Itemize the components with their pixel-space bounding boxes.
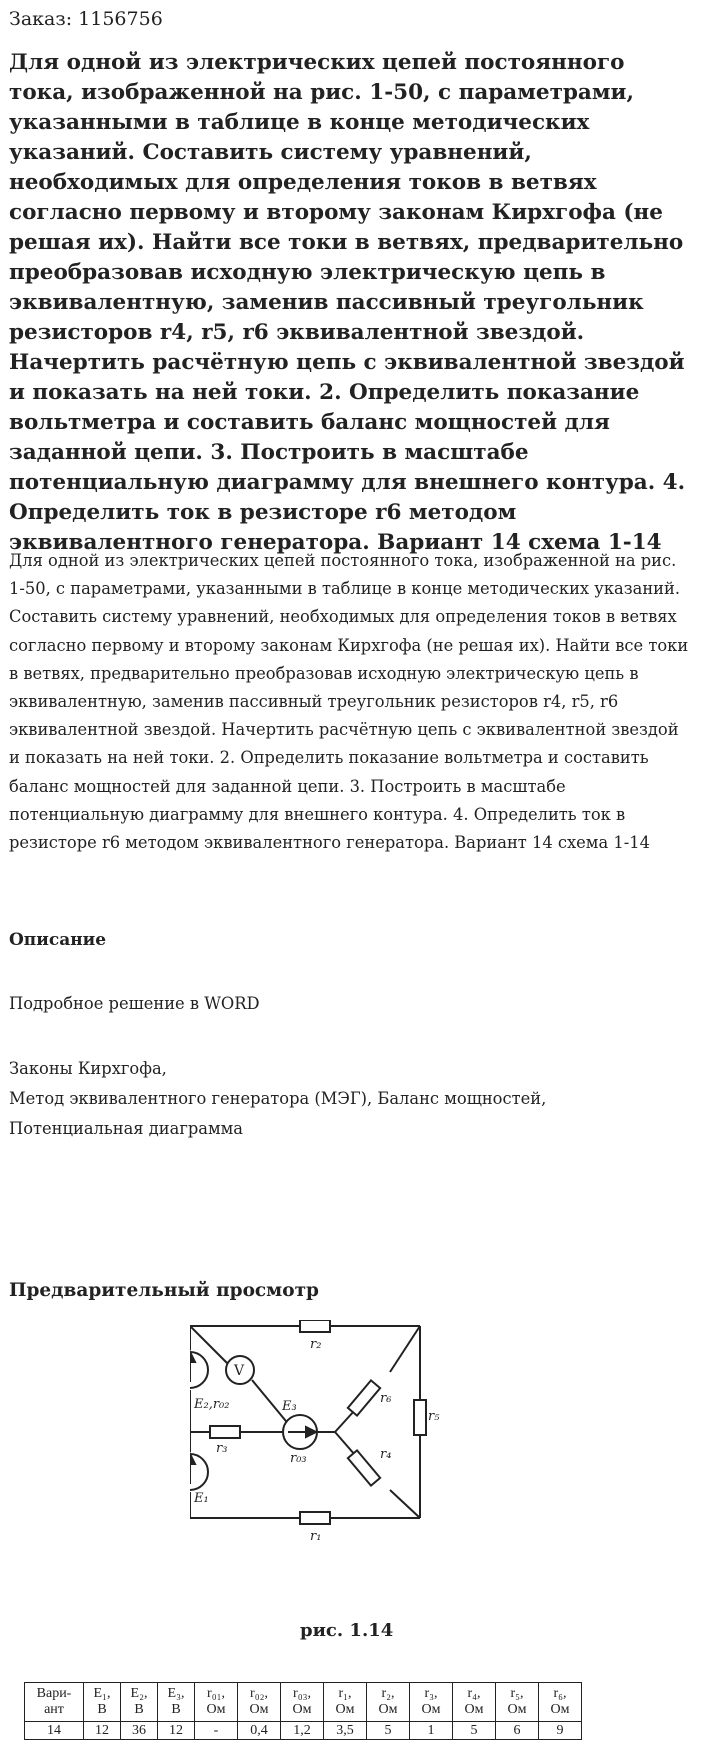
table-cell: 9 (539, 1722, 582, 1740)
label-r2: r₂ (310, 1337, 322, 1352)
parameters-table (24, 1682, 582, 1740)
order-number: Заказ: 1156756 (9, 8, 163, 30)
table-header-cell: Вари- ант (25, 1683, 84, 1722)
table-cell: 6 (496, 1722, 539, 1740)
label-E2r02: E₂,r₀₂ (194, 1397, 230, 1412)
table-header-cell: r₆, Ом (539, 1683, 582, 1722)
table-header-cell: E₂, В (121, 1683, 158, 1722)
table-cell: 3,5 (324, 1722, 367, 1740)
circuit-diagram (190, 1320, 450, 1620)
page-title: Для одной из электрических цепей постоянного тока, изображенной на рис. 1-50, с параметрами, указанными в таблице в конце методических указаний. Составить систему уравнений, необходимых для определения токов в ветвях согласно первому и второму законам Кирхгофа (не решая их). Найти все токи в ветвях, предварительно преобразовав исходную электрическую цепь в эквивалентную, заменив пассивный треугольник резисторов r4, r5, r6 эквивалентной звездой. Начертить расчётную цепь с эквивалентной звездой и показать на ней токи. 2. Определить показание вольтметра и составить баланс мощностей для заданной цепи. 3. Построить в масштабе потенциальную диаграмму для внешнего контура. 4. Определить ток в резисторе r6 методом эквивалентного генератора. Вариант 14 схема 1-14 (9, 50, 686, 555)
task-description: Для одной из электрических цепей постоянного тока, изображенной на рис. 1-50, с параметрами, указанными в таблице в конце методических указаний. Составить систему уравнений, необходимых для определения токов в ветвях согласно первому и второму законам Кирхгофа (не решая их). Найти все токи в ветвях, предварительно преобразовав исходную электрическую цепь в эквивалентную, заменив пассивный треугольник резисторов r4, r5, r6 эквивалентной звездой. Начертить расчётную цепь с эквивалентной звездой и показать на ней токи. 2. Определить показание вольтметра и составить баланс мощностей для заданной цепи. 3. Построить в масштабе потенциальную диаграмму для внешнего контура. 4. Определить ток в резисторе r6 методом эквивалентного генератора. Вариант 14 схема 1-14 (9, 551, 689, 853)
description-format: Подробное решение в WORD (9, 994, 260, 1013)
topic-line: Метод эквивалентного генератора (МЭГ), Баланс мощностей, (9, 1089, 547, 1108)
description-heading: Описание (9, 930, 107, 950)
table-header-cell: r₁, Ом (324, 1683, 367, 1722)
table-cell: 1,2 (281, 1722, 324, 1740)
topic-line: Потенциальная диаграмма (9, 1119, 244, 1138)
table-cell: 12 (84, 1722, 121, 1740)
table-cell: - (195, 1722, 238, 1740)
label-r5: r₅ (428, 1409, 440, 1424)
table-cell: 1 (410, 1722, 453, 1740)
table-header-cell: r₄, Ом (453, 1683, 496, 1722)
table-header-cell: r₀₃, Ом (281, 1683, 324, 1722)
table-header-cell: E₃, В (158, 1683, 195, 1722)
topic-line: Законы Кирхгофа, (9, 1059, 167, 1078)
table-cell: 36 (121, 1722, 158, 1740)
preview-heading: Предварительный просмотр (9, 1280, 319, 1301)
table-cell: 0,4 (238, 1722, 281, 1740)
figure-caption: рис. 1.14 (300, 1620, 394, 1641)
table-cell: 14 (25, 1722, 84, 1740)
table-header-cell: r₂, Ом (367, 1683, 410, 1722)
table-header-cell: r₀₁, Ом (195, 1683, 238, 1722)
table-header-cell: r₃, Ом (410, 1683, 453, 1722)
table-cell: 5 (367, 1722, 410, 1740)
table-header-row (25, 1683, 582, 1722)
voltmeter-label: V (234, 1363, 245, 1379)
table-cell: 5 (453, 1722, 496, 1740)
table-header-cell: r₀₂, Ом (238, 1683, 281, 1722)
label-E1: E₁ (194, 1491, 209, 1506)
description-topics (9, 1054, 689, 1144)
label-E3: E₃ (282, 1399, 297, 1414)
label-r3: r₃ (216, 1441, 228, 1456)
label-r4: r₄ (380, 1447, 392, 1462)
table-header-cell: r₅, Ом (496, 1683, 539, 1722)
label-r1: r₁ (310, 1529, 322, 1544)
table-header-cell: E₁, В (84, 1683, 121, 1722)
table-row (25, 1722, 582, 1740)
table-cell: 12 (158, 1722, 195, 1740)
label-r6: r₆ (380, 1391, 392, 1406)
label-r03: r₀₃ (290, 1451, 307, 1466)
